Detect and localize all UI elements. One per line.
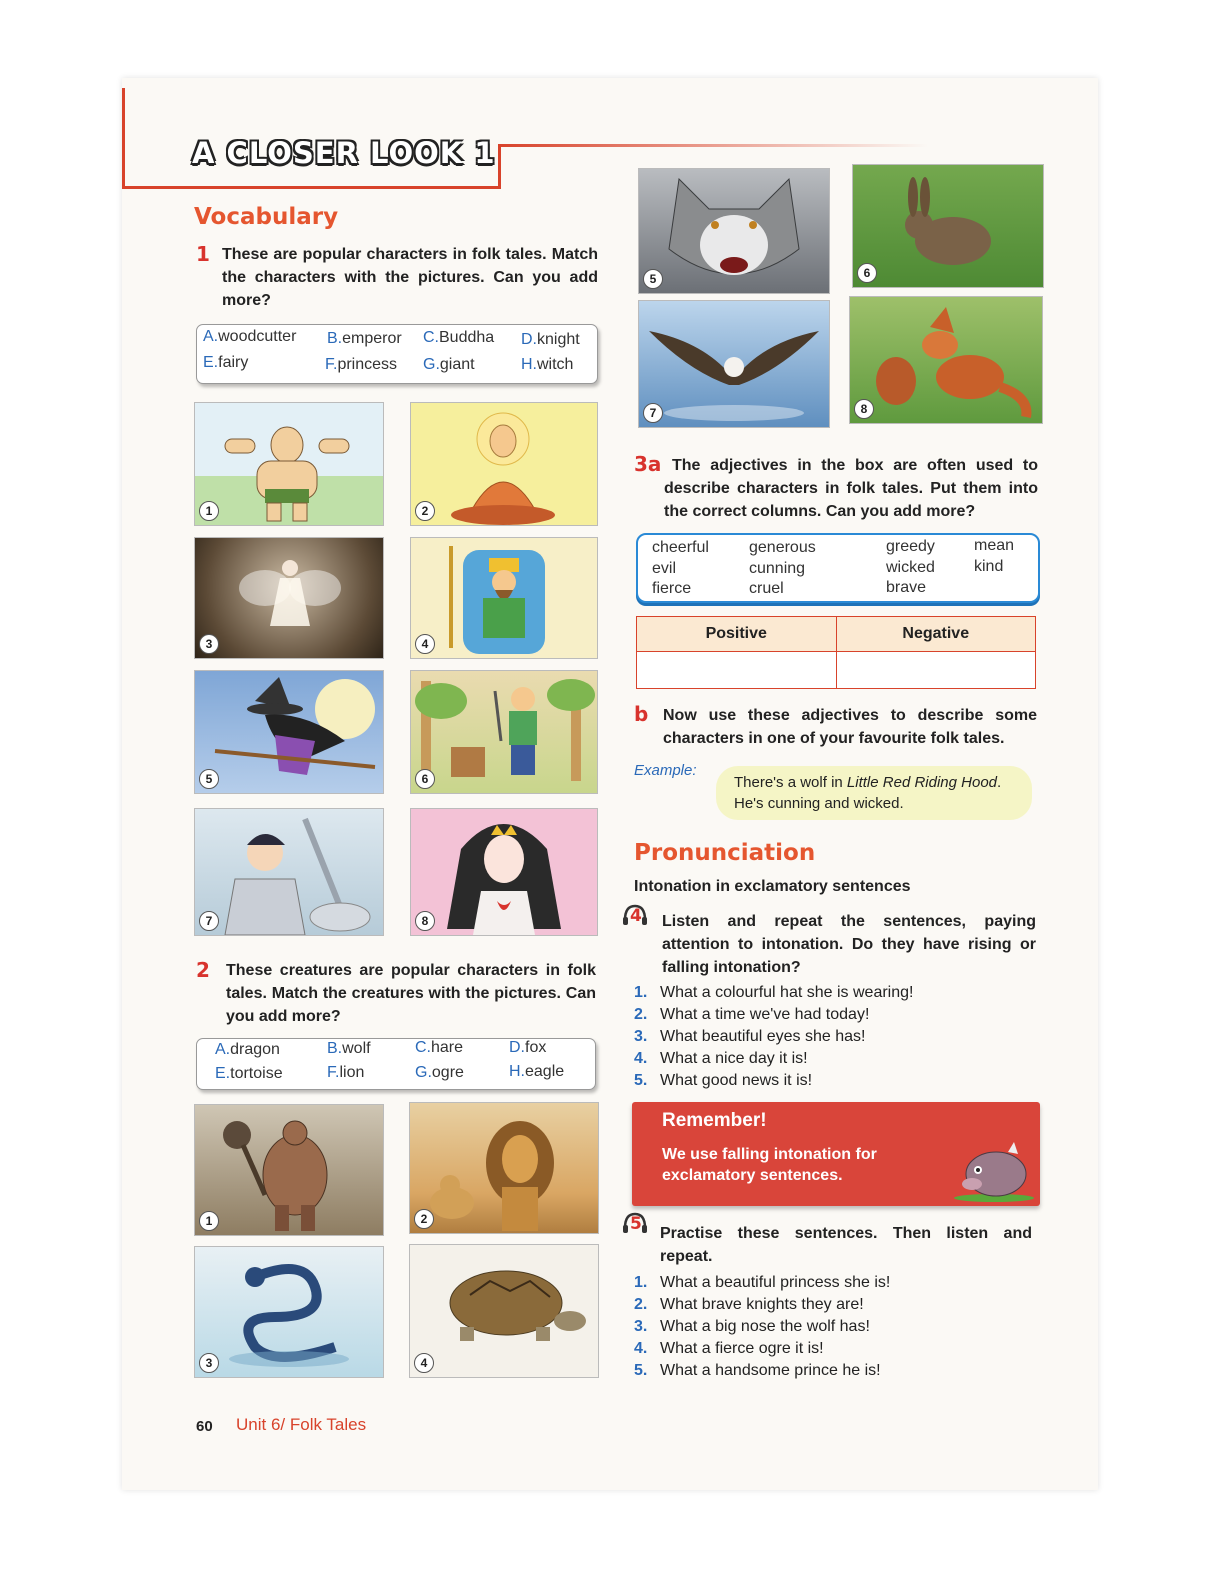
picture-giant <box>194 402 384 526</box>
eagle-illustration <box>639 301 829 427</box>
picture-tortoise <box>409 1244 599 1378</box>
exercise-1-number: 1 <box>196 242 210 266</box>
negative-cell[interactable] <box>836 652 1036 689</box>
list-item: 2. What brave knights they are! <box>634 1296 864 1313</box>
option-h: H.witch <box>521 356 574 373</box>
option-c: C.Buddha <box>423 329 495 346</box>
picture-number-badge: 8 <box>415 911 435 931</box>
option-f: F.princess <box>325 356 398 373</box>
remember-text: We use falling intonation for exclamatory sentences. <box>662 1146 877 1184</box>
adjective: kind <box>974 558 1004 575</box>
picture-number-badge: 2 <box>414 1209 434 1229</box>
option-g: G.ogre <box>415 1064 464 1081</box>
banner-underline <box>122 186 500 189</box>
picture-number-badge: 2 <box>415 501 435 521</box>
remember-box <box>632 1102 1040 1206</box>
exercise-4-instruction: Listen and repeat the sentences, paying attention to intonation. Do they have rising or falling intonation? <box>662 913 1036 976</box>
list-item: 1. What a beautiful princess she is! <box>634 1274 891 1291</box>
option-b: B.wolf <box>327 1040 371 1057</box>
page-edge-line <box>122 88 125 186</box>
tortoise-illustration <box>410 1245 598 1377</box>
unit-label: Unit 6/ Folk Tales <box>236 1415 367 1434</box>
exercise-1-word-box <box>196 324 598 384</box>
picture-number-badge: 4 <box>414 1353 434 1373</box>
list-item: 3. What beautiful eyes she has! <box>634 1028 866 1045</box>
list-item: 2. What a time we've had today! <box>634 1006 870 1023</box>
picture-number-badge: 8 <box>854 399 874 419</box>
fairy-illustration <box>195 538 383 658</box>
picture-knight <box>194 808 384 936</box>
picture-emperor <box>410 537 598 659</box>
picture-hare <box>852 164 1044 288</box>
picture-number-badge: 3 <box>199 1353 219 1373</box>
adjective: brave <box>886 579 927 596</box>
list-item: 5. What good news it is! <box>634 1072 813 1089</box>
picture-number-badge: 6 <box>415 769 435 789</box>
picture-number-badge: 4 <box>415 634 435 654</box>
woodcutter-illustration <box>411 671 597 793</box>
positive-cell[interactable] <box>637 652 837 689</box>
example-label: Example: <box>634 762 697 779</box>
option-e: E.fairy <box>203 354 249 371</box>
adjective: fierce <box>652 580 692 597</box>
picture-number-badge: 3 <box>199 634 219 654</box>
option-b: B.emperor <box>327 330 402 347</box>
positive-negative-table <box>636 616 1036 689</box>
picture-woodcutter <box>410 670 598 794</box>
remember-title: Remember! <box>662 1110 767 1131</box>
negative-header: Negative <box>836 617 1036 652</box>
picture-number-badge: 1 <box>199 501 219 521</box>
buddha-illustration <box>411 403 597 525</box>
exercise-1-instruction: These are popular characters in folk tales. Match the characters with the pictures. Can you add more? <box>222 246 598 309</box>
hare-illustration <box>853 165 1043 287</box>
exercise-5-sentence-list <box>634 1272 1034 1382</box>
dragon-illustration <box>195 1247 383 1377</box>
positive-header: Positive <box>637 617 837 652</box>
picture-number-badge: 1 <box>199 1211 219 1231</box>
exercise-5-instruction: Practise these sentences. Then listen and repeat. <box>660 1225 1032 1265</box>
picture-princess <box>410 808 598 936</box>
vocabulary-heading: Vocabulary <box>194 204 339 230</box>
option-f: F.lion <box>327 1064 365 1081</box>
exercise-5-number: 5 <box>630 1214 642 1234</box>
picture-witch <box>194 670 384 794</box>
witch-illustration <box>195 671 383 793</box>
example-speech-bubble: There's a wolf in Little Red Riding Hood. He's cunning and wicked. <box>716 766 1032 820</box>
option-h: H.eagle <box>509 1063 565 1080</box>
exercise-2-number: 2 <box>196 958 210 982</box>
exercise-3b-number: b <box>634 702 649 726</box>
picture-number-badge: 7 <box>199 911 219 931</box>
banner-divider <box>498 146 501 189</box>
emperor-illustration <box>411 538 597 658</box>
picture-number-badge: 5 <box>199 769 219 789</box>
section-banner: A CLOSER LOOK 1 <box>192 136 496 170</box>
adjective: generous <box>749 539 816 556</box>
lion-illustration <box>410 1103 598 1233</box>
picture-eagle <box>638 300 830 428</box>
option-d: D.fox <box>509 1039 547 1056</box>
exercise-3b-instruction: Now use these adjectives to describe some characters in one of your favourite folk tales. <box>663 707 1037 747</box>
adjective: greedy <box>886 538 935 555</box>
option-d: D.knight <box>521 331 580 348</box>
option-a: A.woodcutter <box>203 328 297 345</box>
list-item: 5. What a handsome prince he is! <box>634 1362 881 1379</box>
exercise-4-number: 4 <box>630 906 642 926</box>
exercise-3a-instruction: The adjectives in the box are often used to describe characters in folk tales. Put them into the correct columns. Can you add more? <box>664 457 1038 520</box>
picture-fairy <box>194 537 384 659</box>
banner-topline <box>498 144 928 147</box>
mascot-icon <box>948 1140 1034 1202</box>
picture-number-badge: 7 <box>643 403 663 423</box>
list-item: 1. What a colourful hat she is wearing! <box>634 984 914 1001</box>
adjective-box <box>636 533 1040 603</box>
picture-number-badge: 6 <box>857 263 877 283</box>
picture-ogre <box>194 1104 384 1236</box>
wolf-illustration <box>639 169 829 293</box>
picture-wolf <box>638 168 830 294</box>
picture-lion <box>409 1102 599 1234</box>
adjective: evil <box>652 560 677 577</box>
picture-fox <box>849 296 1043 424</box>
adjective: cheerful <box>652 539 709 556</box>
exercise-2-word-box <box>196 1038 596 1090</box>
picture-number-badge: 5 <box>643 269 663 289</box>
textbook-page <box>122 78 1098 1490</box>
option-c: C.hare <box>415 1039 464 1056</box>
adjective: cruel <box>749 580 784 597</box>
option-g: G.giant <box>423 356 475 373</box>
picture-dragon <box>194 1246 384 1378</box>
list-item: 3. What a big nose the wolf has! <box>634 1318 870 1335</box>
fox-illustration <box>850 297 1042 423</box>
pronunciation-heading: Pronunciation <box>634 840 816 866</box>
adjective: mean <box>974 537 1015 554</box>
page-number: 60 <box>196 1418 213 1435</box>
giant-illustration <box>195 403 383 525</box>
ogre-illustration <box>195 1105 383 1235</box>
list-item: 4. What a nice day it is! <box>634 1050 808 1067</box>
exercise-4-sentence-list <box>634 982 1034 1092</box>
princess-illustration <box>411 809 597 935</box>
knight-illustration <box>195 809 383 935</box>
option-e: E.tortoise <box>215 1065 283 1082</box>
adjective: cunning <box>749 560 806 577</box>
picture-buddha <box>410 402 598 526</box>
list-item: 4. What a fierce ogre it is! <box>634 1340 824 1357</box>
adjective: wicked <box>886 559 935 576</box>
exercise-3a-number: 3a <box>634 452 662 476</box>
pronunciation-subtitle: Intonation in exclamatory sentences <box>634 878 911 895</box>
option-a: A.dragon <box>215 1041 280 1058</box>
exercise-2-instruction: These creatures are popular characters in folk tales. Match the creatures with the pictures. Can you add more? <box>226 962 596 1025</box>
